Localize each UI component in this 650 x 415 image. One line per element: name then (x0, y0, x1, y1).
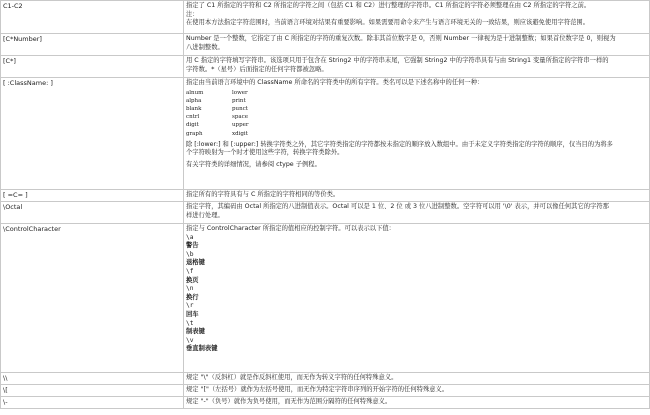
description-line: Number 是一个整数，它指定了由 C 所指定的字符的重复次数。除非其首位数字是 0，否则 Number 一律视为是十进制整数；如果首位数字是 0，则视为 (186, 35, 616, 42)
syntax-cell: [ =C= ] (1, 190, 184, 202)
syntax-cell: [ :ClassName: ] (1, 78, 184, 190)
description-line: 八进制整数。 (186, 43, 224, 51)
class-name: xdigit (232, 130, 248, 137)
escape-meaning: 退格键 (186, 259, 205, 267)
description-line: 除 [:lower:] 和 [:upper:] 转换字符类之外，其它字符类指定的字符都按未指定的顺序放入数组中。由于未定义字符类指定的字符的顺序，仅当目的为将多 (186, 140, 613, 148)
description-line: 在使用本方法指定字符范围时，当前语言环境对结果有重要影响。如果需要用命令来产生与语言环境无关的一致结果，则应该避免使用字符范围。 (186, 19, 589, 27)
syntax-cell: \[ (1, 385, 184, 397)
escape-meaning: 换页 (186, 276, 199, 284)
description-cell (184, 78, 650, 190)
class-name: blank (186, 106, 202, 112)
escape-sequence: \v (186, 336, 194, 344)
table-row (1, 190, 650, 202)
description-cell (184, 385, 650, 397)
escape-sequence: \r (186, 302, 194, 310)
description-line: 字符数。*（星号）后面指定的任何字符都被忽略。 (186, 65, 328, 73)
description-line: 指定了 C1 所指定的字符和 C2 所指定的字符之间（包括 C1 和 C2）进行整理的字符串。C1 所指定的字符必须整理在由 C2 所指定的字符之前。 (186, 2, 591, 9)
syntax-cell: [C*Number] (1, 34, 184, 56)
table-row (1, 224, 650, 373)
description-cell (184, 34, 650, 56)
description-cell (184, 373, 650, 385)
table-row (1, 397, 650, 409)
description-line: 用 C 指定的字符填写字符串。该选项只用于包含在 String2 中的字符串末尾，它强制 String2 中的字符串具有与由 String1 变量所指定的字符串一样的 (186, 57, 609, 64)
description-cell (184, 397, 650, 409)
escape-sequence: \a (186, 233, 194, 241)
class-name: alpha (186, 97, 202, 104)
description-cell (184, 224, 650, 373)
class-name: alnum (186, 89, 204, 96)
description-line: 规定 "\"（反斜杠）就是作反斜杠使用，而无作为转义字符的任何特殊意义。 (186, 374, 398, 381)
escape-sequence: \b (186, 250, 194, 258)
escape-sequence: \f (186, 267, 194, 275)
syntax-cell: \Octal (1, 202, 184, 224)
escape-sequence: \t (186, 319, 194, 327)
class-name: space (232, 114, 248, 121)
table-row (1, 34, 650, 56)
escape-meaning: 制表键 (186, 328, 205, 336)
description-line: 指定字符，其编码由 Octal 所指定的八进制值表示。Octal 可以是 1 位、2 位 或 3 位八进制整数。空字符可以用 '\0' 表示，并可以像任何其它的字符那 (186, 203, 609, 210)
description-cell (184, 56, 650, 78)
class-name-list (186, 89, 647, 138)
escape-meaning: 警告 (186, 242, 199, 250)
class-name: punct (232, 106, 248, 112)
escape-meaning: 换行 (186, 293, 199, 301)
description-line: 规定 "-"（负号）就作为负号使用，而无作为范围分隔符的任何特殊意义。 (186, 398, 392, 405)
syntax-cell: [C*] (1, 56, 184, 78)
table-row (1, 78, 650, 190)
class-name: print (232, 97, 246, 104)
table-row (1, 202, 650, 224)
table-row (1, 373, 650, 385)
description-cell (184, 1, 650, 34)
description-line: 注： (186, 10, 199, 18)
description-cell (184, 190, 650, 202)
description-line: 有关字符类的详细情况，请参阅 ctype 子例程。 (186, 161, 321, 168)
syntax-cell: \- (1, 397, 184, 409)
syntax-cell: C1-C2 (1, 1, 184, 34)
escape-sequence: \n (186, 285, 194, 293)
description-line: 样进行处理。 (186, 211, 224, 219)
escape-meaning: 垂直制表键 (186, 345, 218, 353)
description-line: 指定由当前语言环境中的 ClassName 所命名的字符类中的所有字符。类名可以是下述名称中的任何一种： (186, 79, 484, 86)
class-name: lower (232, 89, 248, 96)
escape-meaning: 回车 (186, 310, 199, 318)
class-name: cntrl (186, 114, 200, 121)
class-name: upper (232, 122, 249, 129)
table-row (1, 56, 650, 78)
description-line: 规定 "["（左括号）就作为左括号使用，而无作为特定字符串序列的开始字符的任何特殊意义。 (186, 386, 449, 393)
syntax-cell: \\ (1, 373, 184, 385)
description-cell (184, 202, 650, 224)
syntax-cell: \ControlCharacter (1, 224, 184, 373)
class-name: graph (186, 130, 203, 137)
table-row (1, 1, 650, 34)
description-line: 个字符映射为一个时才使用这些字符，转换字符类除外。 (186, 149, 344, 157)
table-row (1, 385, 650, 397)
class-name: digit (186, 122, 199, 129)
description-line: 指定与 ControlCharacter 所指定的值相应的控制字符。可以表示以下值： (186, 225, 395, 232)
description-line: 指定所有的字符具有与 C 所指定的字符相同的等价类。 (186, 191, 340, 198)
